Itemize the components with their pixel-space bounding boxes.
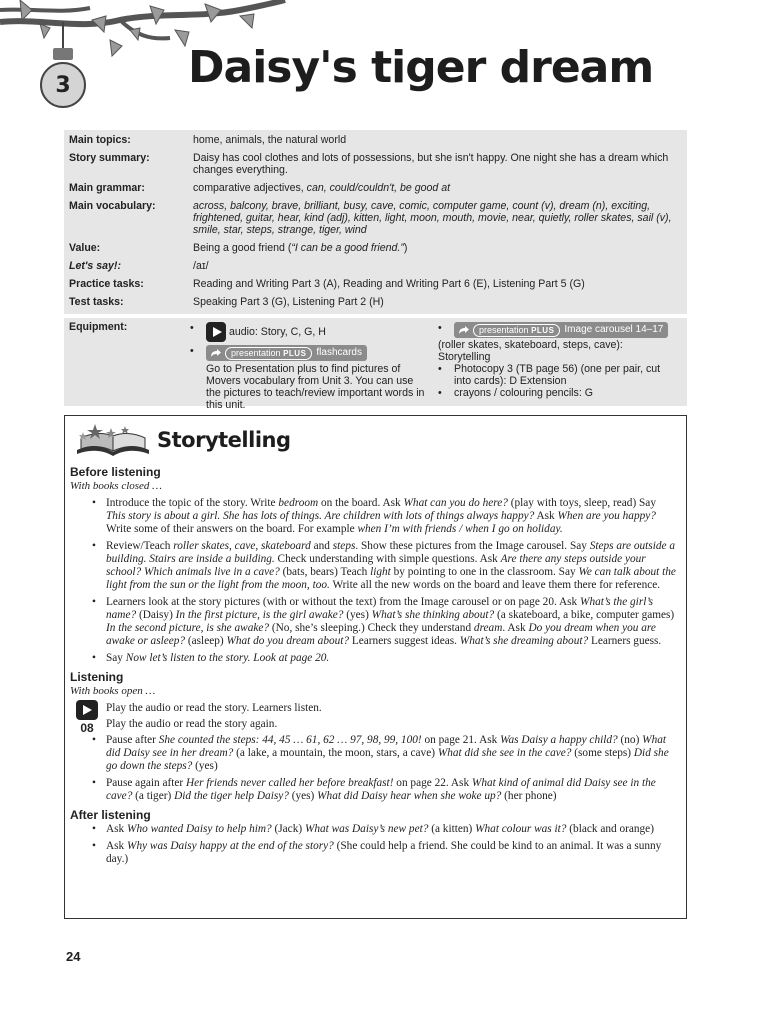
value: across, balcony, brave, brilliant, busy, cave, comic, computer game, count (v), dream (n), exciting, frightened, guitar, hear, kind (adj), kitten, light, moon, mouth, movie, near, quietly, roller skates, sail (v), smile, star, steps, strange, tiger, wind [193,200,672,236]
row-test-tasks [64,296,687,314]
equipment-photocopy: • Photocopy 3 (TB page 56) (one per pair, cut into cards): D Extension [438,363,678,387]
storytelling-header [73,422,291,458]
presentation-plus-logo [473,324,560,337]
flashcards-text: flashcards [316,347,362,358]
label: Main grammar: [69,182,145,194]
value [193,182,687,194]
row-main-topics [64,130,687,152]
value-end: ) [403,242,408,254]
row-story-summary [64,152,687,182]
label: Value: [69,242,101,254]
pres-word: presentation [231,347,281,358]
value: Reading and Writing Part 3 (A), Reading and Writing Part 6 (E), Listening Part 5 (G) [193,278,585,290]
presentation-plus-logo [225,347,312,360]
storytelling-content [70,464,678,870]
list-item: • Say Now let’s listen to the story. Look at page 20. [70,652,678,665]
pres-word: presentation [479,324,529,335]
share-arrow-icon [459,326,469,334]
equipment-box [64,318,687,411]
equipment-audio [190,322,428,342]
value [193,242,687,254]
share-arrow-icon [211,349,221,357]
listening-heading: Listening [70,670,124,684]
page-number: 24 [66,949,81,964]
after-listening-heading: After listening [70,808,151,822]
before-listening-list [70,497,678,665]
equipment-flashcards [190,345,428,411]
equipment-crayons: • crayons / colouring pencils: G [438,387,678,399]
audio-track-number: 08 [80,721,94,735]
before-listening-subheading: With books closed … [70,480,162,492]
storytelling-title: Storytelling [157,428,291,452]
value-italic: “I can be a good friend.” [291,242,404,254]
value: Speaking Part 3 (G), Listening Part 2 (H) [193,296,384,308]
before-listening-heading: Before listening [70,465,161,479]
row-value [64,242,687,260]
label: Test tasks: [69,296,124,308]
value-plain: Being a good friend ( [193,242,292,254]
list-item: Play the audio or read the story. Learners listen. [106,702,322,714]
row-main-grammar [64,182,687,200]
pres-plus: PLUS [283,348,307,358]
play-icon [206,322,226,342]
listening-subheading: With books open … [70,685,156,697]
presentation-plus-badge [454,322,668,338]
presentation-plus-badge [206,345,367,361]
list-item: • Pause again after Her friends never called her before breakfast! on page 22. Ask What kind of animal did Daisy see in the cave? (a tiger) Did the tiger help Daisy? (yes) What did Daisy hear when she woke up? (her phone) [70,777,678,803]
pres-plus: PLUS [531,325,555,335]
value: /aɪ/ [193,260,209,272]
label: Let's say!: [69,260,121,272]
list-item: • Introduce the topic of the story. Write bedroom on the board. Ask What can you do here? (play with toys, sleep, read) Say This story is about a girl. She has lots of things. Are children with lots of things always happy? Ask When are you happy? Write some of their answers on the board. For example when I’m with friends / when I go on holiday. [70,497,678,536]
audio-text: audio: Story, C, G, H [228,325,326,338]
row-lets-say [64,260,687,278]
list-item: • Ask Who wanted Daisy to help him? (Jack) What was Daisy’s new pet? (a kitten) What colour was it? (black and orange) [70,823,678,836]
flashcards-note: Go to Presentation plus to find pictures of Movers vocabulary from Unit 3. You can use the pictures to teach/review important words in this unit. [206,363,425,411]
page-title: Daisy's tiger dream [188,42,654,93]
equipment-image-carousel [438,322,678,338]
row-main-vocabulary [64,200,687,242]
list-item: Play the audio or read the story again. [106,718,278,730]
equipment-label: Equipment: [69,321,128,333]
equipment-column-right [438,322,678,399]
label: Story summary: [69,152,150,164]
list-item: • Review/Teach roller skates, cave, skateboard and steps. Show these pictures from the Image carousel. Say Steps are outside a building. Stairs are inside a building. Check understanding with simple questions. Ask Are there any steps outside your school? Which animals live in a cave? (bats, bears) Teach light by pointing to one in the classroom. Say We can talk about the light from the sun or the light from the moon, too. Write all the new words on the board and leave them there for reference. [70,540,678,592]
value-italic: can, could/couldn't, be good at [306,182,451,194]
after-listening-list [70,823,678,866]
value: Daisy has cool clothes and lots of possessions, but she isn't happy. One night she has a dream which changes everything. [193,152,669,176]
value-plain: comparative adjectives, [193,182,304,194]
story-info-table [64,130,687,314]
unit-number: 3 [55,73,71,98]
label: Main vocabulary: [69,200,156,212]
carousel-text: Image carousel 14–17 [564,324,664,335]
storytelling-box [64,415,687,919]
row-practice-tasks [64,278,687,296]
open-book-stars-icon [73,422,153,458]
list-item: • Ask Why was Daisy happy at the end of the story? (She could help a friend. She could be kind to an animal. It was a sunny day.) [70,840,678,866]
value: home, animals, the natural world [193,134,347,146]
label: Practice tasks: [69,278,144,290]
carousel-note: (roller skates, skateboard, steps, cave): Storytelling [438,339,623,363]
listening-list [70,702,678,803]
list-item: • Pause after She counted the steps: 44, 45 … 61, 62 … 97, 98, 99, 100! on page 21. Ask Was Daisy a happy child? (no) What did Daisy see in her dream? (a lake, a mountain, the moon, stars, a cave) What did she see in the cave? (some steps) Did she go down the steps? (yes) [70,734,678,773]
equipment-column-left [190,322,428,411]
label: Main topics: [69,134,131,146]
list-item: • Learners look at the story pictures (with or without the text) from the Image carousel or on page 20. Ask What’s the girl’s name? (Daisy) In the first picture, is the girl awake? (yes) What’s she thinking about? (a skateboard, a bike, computer games) In the second picture, is she awake? (No, she’s sleeping.) Check they understand dream. Ask Do you dream when you are awake or asleep? (asleep) What do you dream about? Learners suggest ideas. What’s she dreaming about? Learners guess. [70,596,678,648]
